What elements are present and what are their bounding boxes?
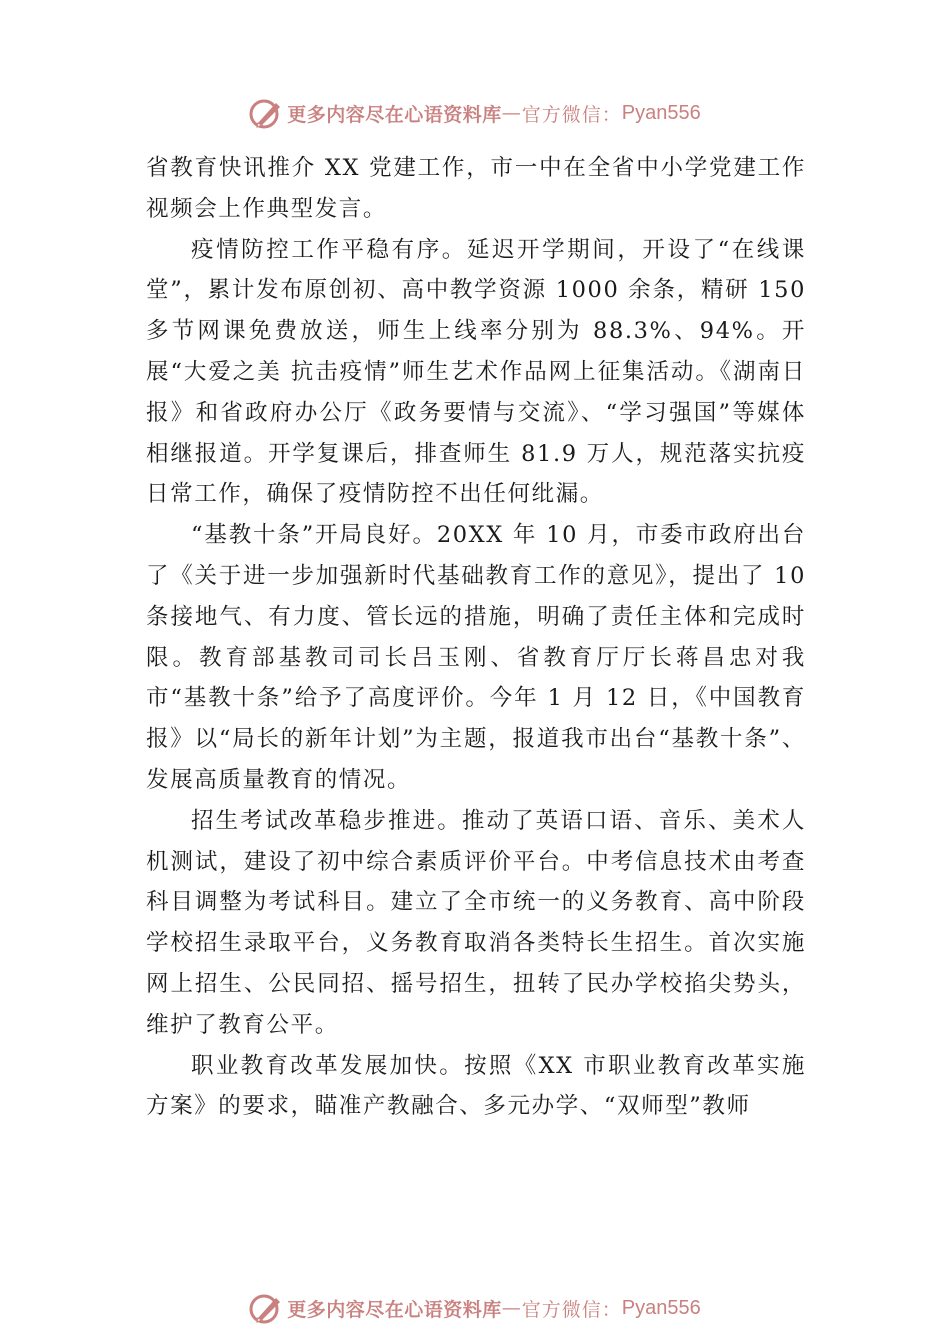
paragraph-2: 疫情防控工作平稳有序。延迟开学期间，开设了“在线课堂”，累计发布原创初、高中教学资源 1000 余条，精研 150 多节网课免费放送，师生上线率分别为 88.3%、94%。开展“大爱之美 抗击疫情”师生艺术作品网上征集活动。《湖南日报》和省政府办公厅《政务要情与交流》、“学习强国”等媒体相继报道。开学复课后，排查师生 81.9 万人，规范落实抗疫日常工作，确保了疫情防控不出任何纰漏。 — [146, 236, 806, 508]
banner-dash: — — [501, 102, 522, 124]
pen-circle-logo-icon — [249, 1291, 283, 1325]
paragraph-5: 职业教育改革发展加快。按照《XX 市职业教育改革实施方案》的要求，瞄准产教融合、多元办学、“双师型”教师 — [146, 1052, 806, 1120]
footer-banner — [0, 1288, 950, 1328]
banner-dash: — — [501, 1297, 522, 1319]
banner-wechat-label: 官方微信： — [521, 103, 622, 126]
document-body — [146, 148, 806, 1127]
banner-wechat-id: Pyan556 — [621, 1296, 701, 1319]
paragraph-1: 省教育快讯推介 XX 党建工作，市一中在全省中小学党建工作视频会上作典型发言。 — [146, 155, 806, 222]
header-banner — [0, 93, 950, 133]
paragraph-4: 招生考试改革稳步推进。推动了英语口语、音乐、美术人机测试，建设了初中综合素质评价平台。中考信息技术由考查科目调整为考试科目。建立了全市统一的义务教育、高中阶段学校招生录取平台，义务教育取消各类特长生招生。首次实施网上招生、公民同招、摇号招生，扭转了民办学校掐尖势头，维护了教育公平。 — [146, 807, 806, 1038]
paragraph-3: “基教十条”开局良好。20XX 年 10 月，市委市政府出台了《关于进一步加强新时代基础教育工作的意见》，提出了 10 条接地气、有力度、管长远的措施，明确了责任主体和完成时限。教育部基教司司长吕玉刚、省教育厅厅长蒋昌忠对我市“基教十条”给予了高度评价。今年 1 月 12 日，《中国教育报》以“局长的新年计划”为主题，报道我市出台“基教十条”、发展高质量教育的情况。 — [146, 522, 806, 793]
banner-title: 更多内容尽在心语资料库 — [287, 103, 502, 126]
banner-wechat-label: 官方微信： — [521, 1298, 622, 1321]
banner-title: 更多内容尽在心语资料库 — [287, 1298, 502, 1321]
pen-circle-logo-icon — [249, 96, 283, 130]
banner-wechat-id: Pyan556 — [621, 101, 701, 124]
